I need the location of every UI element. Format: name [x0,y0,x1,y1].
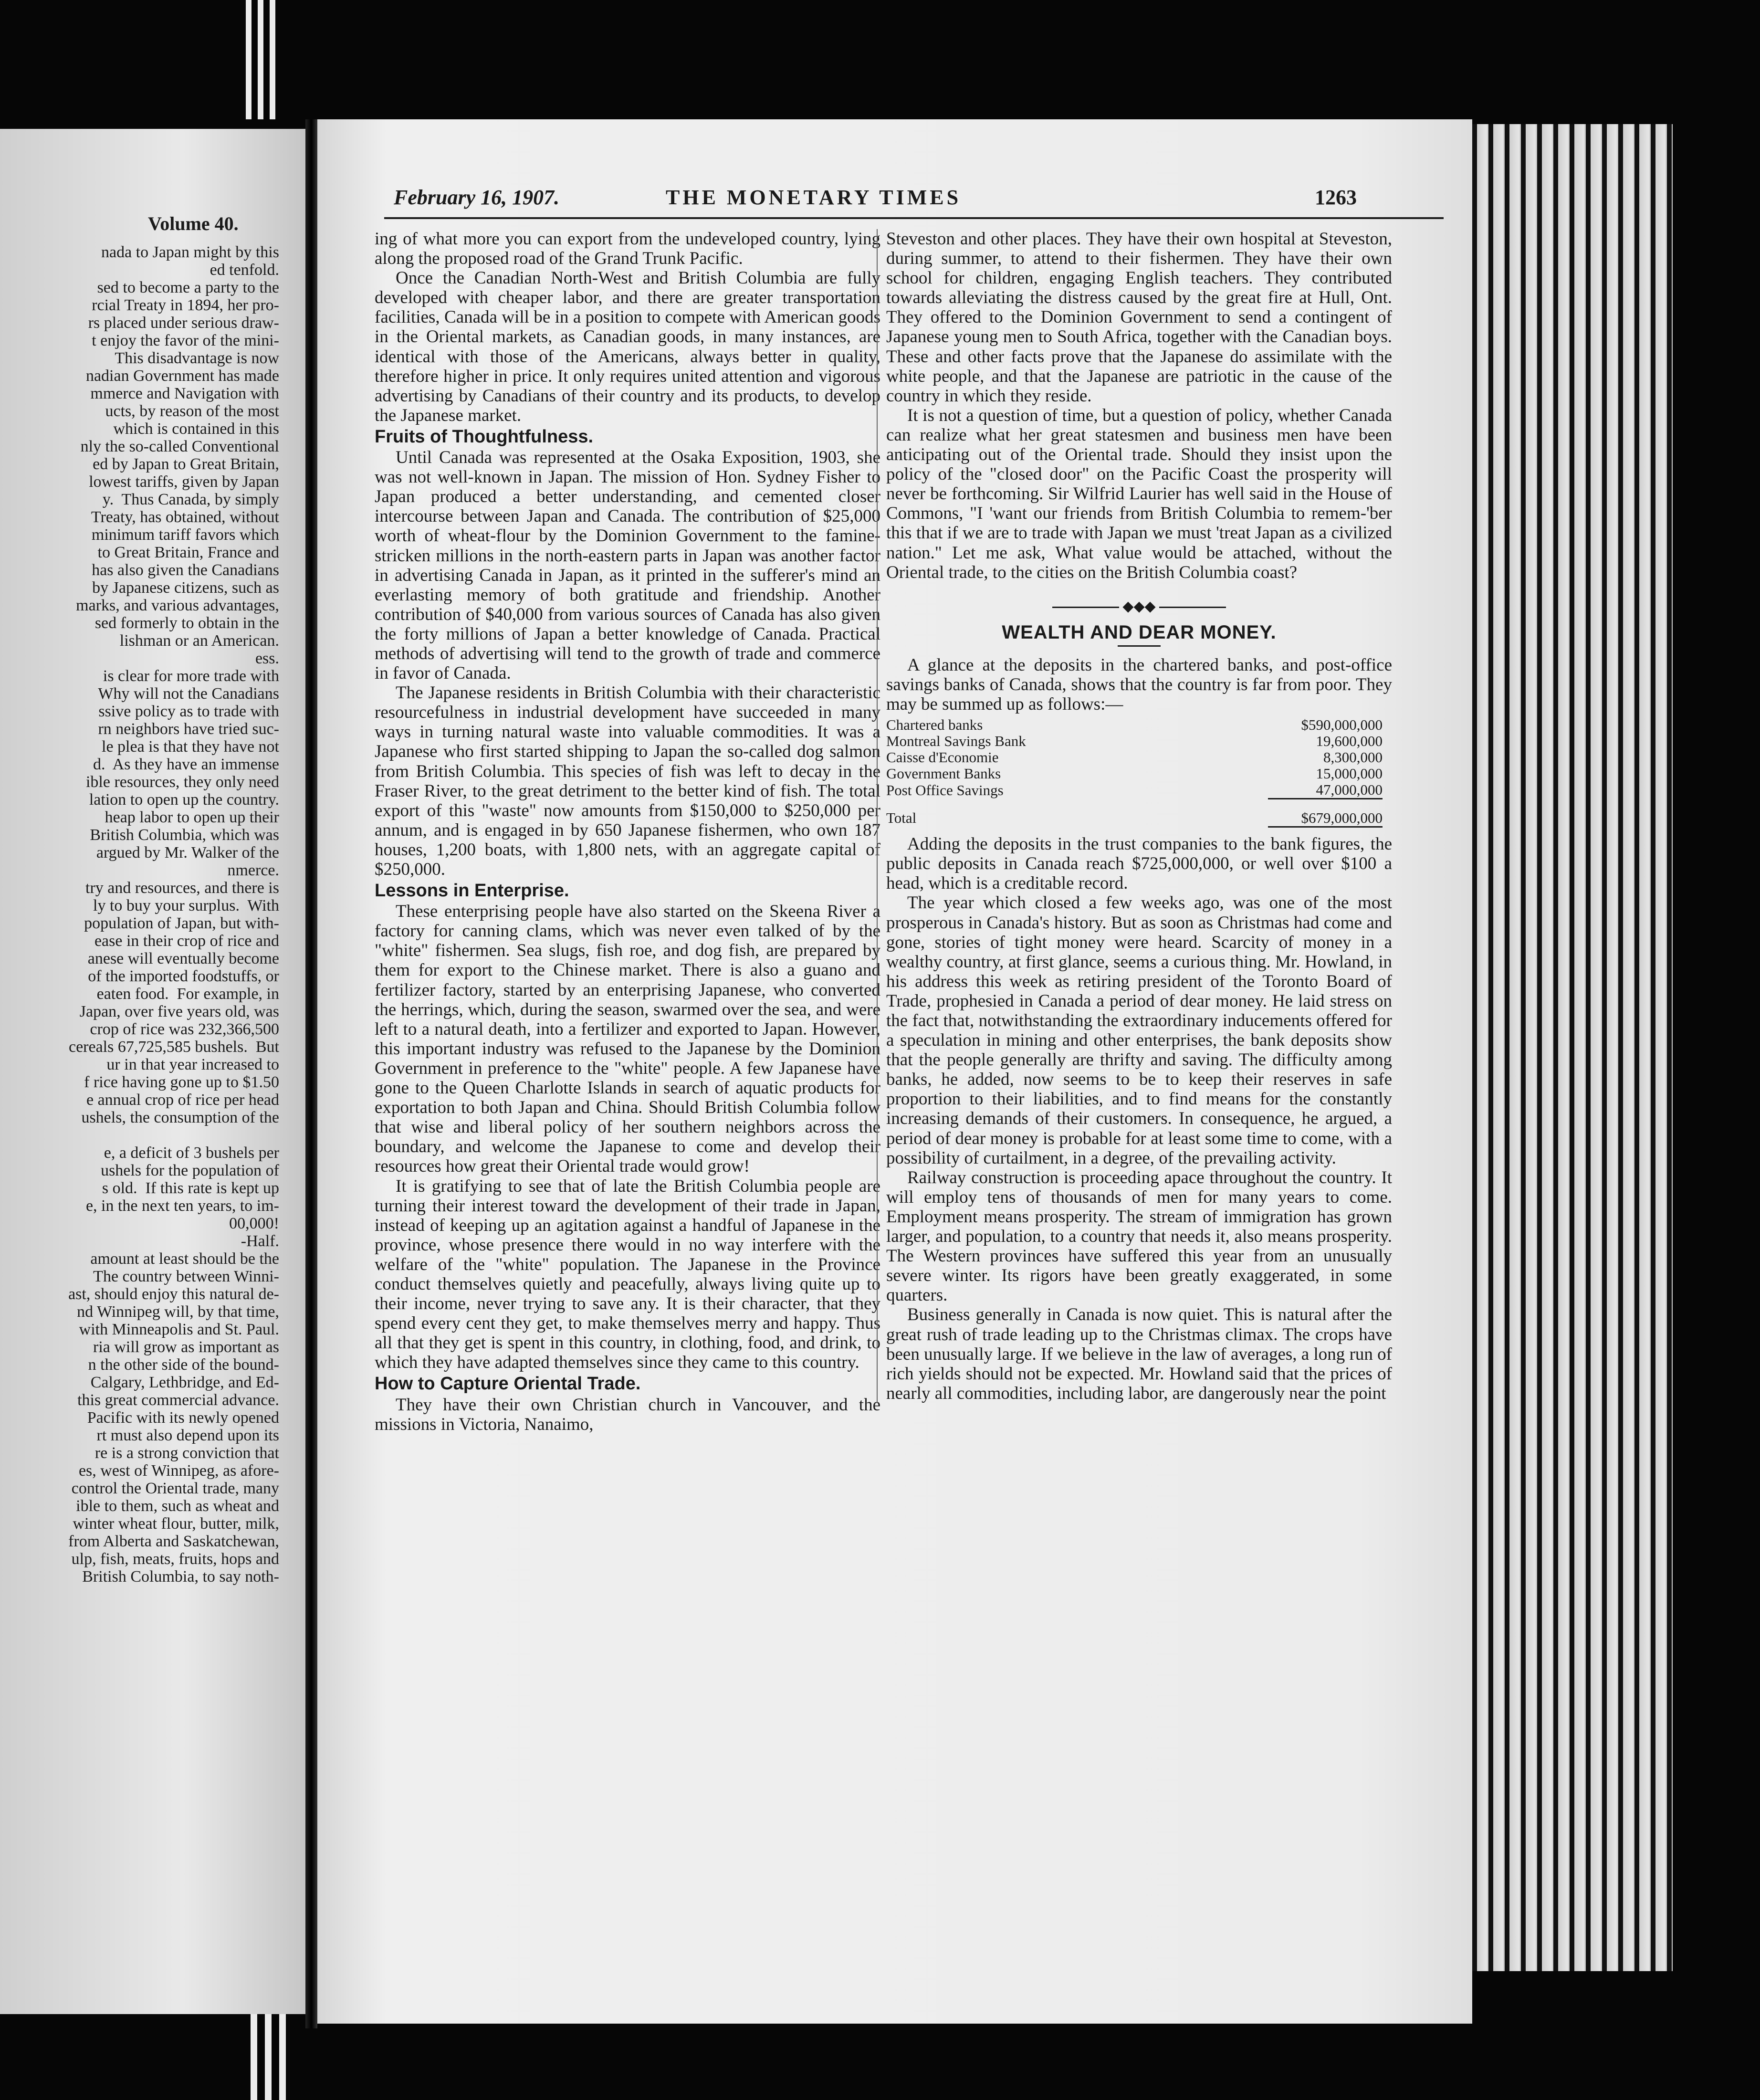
left-page-line: ria will grow as important as [93,1338,279,1356]
left-page-line: This disadvantage is now [115,349,279,367]
section-ornament: ◆◆◆ [886,597,1392,616]
paragraph: ing of what more you can export from the undeveloped country, lying along the proposed road of the Grand Trunk Pacific. [375,229,880,269]
left-page-line: y. Thus Canada, by simply [102,491,279,508]
left-page-line: t enjoy the favor of the mini- [92,332,279,349]
deposit-label: Montreal Savings Bank [886,733,1026,750]
deposits-table [886,717,1383,828]
left-page-line: lishman or an American. [119,632,279,650]
left-page-line: eaten food. For example, in [96,985,279,1003]
left-page-line: Calgary, Lethbridge, and Ed- [90,1374,279,1391]
left-page-line: ucts, by reason of the most [105,402,279,420]
left-page-line: to Great Britain, France and [97,544,279,561]
left-page-line: with Minneapolis and St. Paul. [79,1321,279,1338]
left-page-line: lation to open up the country. [89,791,279,808]
film-sprocket-mark [258,0,263,119]
left-page-line: Pacific with its newly opened [87,1409,279,1427]
main-page [317,119,1472,2024]
left-page-line: e, in the next ten years, to im- [85,1197,279,1215]
deposit-row [886,717,1383,733]
deposit-amount: 8,300,000 [1323,749,1383,766]
total-label: Total [886,809,917,827]
left-page-line: has also given the Canadians [92,561,279,579]
left-page-line: British Columbia, which was [90,826,279,844]
header-rule [384,217,1444,219]
left-page-line: es, west of Winnipeg, as afore- [78,1462,279,1480]
film-sprocket-mark [270,0,275,119]
film-sprocket-mark [265,2014,272,2100]
book-page-edges [1472,124,1673,1971]
left-page-line: which is contained in this [113,420,279,438]
paragraph: The year which closed a few weeks ago, was one of the most prosperous in Canada's history. But as soon as Christmas had come and gone, stories of tight money were heard. Scarcity of money in a wealthy country, at first glance, seems a curious thing. Mr. Howland, in his address this week as retiring president of the Toronto Board of Trade, prophesied in Canada a period of dear money. He laid stress on the fact that, notwithstanding the extraordinary inducements offered for a speculation in mining and other enterprises, the bank deposits show that the people generally are thrifty and saving. The difficulty among banks, he added, now seems to be to keep their reserves in safe proportion to their liabilities, and to find means for the constantly increasing demands of their customers. In consequence, he argued, a period of dear money is probable for at least some time to come, with a possibility of curtailment, in a degree, of the prevailing activity. [886,893,1392,1168]
paragraph: It is gratifying to see that of late the British Columbia people are turning their interest toward the development of their trade in Japan, instead of keeping up an agitation against a handful of Japanese in the province, whose presence there would in no way interfere with the welfare of the "white" population. The Japanese in the Province conduct themselves quietly and peacefully, always living quite up to their income, never trying to save any. It is their character, that they spend every cent they get, to make themselves merry and happy. Thus all that they get is spent in this country, in clothing, food, and drink, to which they have adapted themselves since they came to this country. [375,1176,880,1373]
deposits-total-row [886,799,1383,827]
left-page-line: mmerce and Navigation with [90,385,279,402]
left-page [0,129,305,2014]
article-heading: WEALTH AND DEAR MONEY. [1002,621,1277,643]
left-page-column [0,243,279,1586]
film-sprocket-mark [246,0,251,119]
deposit-row [886,749,1383,766]
subheading: Fruits of Thoughtfulness. [375,426,594,447]
left-page-line: n the other side of the bound- [88,1356,279,1374]
paragraph: A glance at the deposits in the chartered banks, and post-office savings banks of Canada, shows that the country is far from poor. They may be summed up as follows:— [886,655,1392,714]
left-page-line: d. As they have an immense [93,756,279,773]
publication-title: THE MONETARY TIMES [666,186,962,209]
left-page-line: nd Winnipeg will, by that time, [77,1303,279,1321]
heading-rule [1118,645,1161,647]
left-page-line: sed formerly to obtain in the [94,614,279,632]
paragraph: Business generally in Canada is now quiet. This is natural after the great rush of trade leading up to the Christmas climax. The crops have been unusually large. If we believe in the law of averages, a long run of rich yields should not be expected. Mr. Howland said that the prices of nearly all commodities, including labor, are dangerously near the point [886,1305,1392,1403]
left-page-line: ushels for the population of [101,1162,279,1179]
left-page-line: nadian Government has made [85,367,279,385]
left-page-line: is clear for more trade with [103,667,279,685]
left-page-line: ulp, fish, meats, fruits, hops and [71,1550,279,1568]
left-page-line: nly the so-called Conventional [80,438,279,455]
paragraph: The Japanese residents in British Columbia with their characteristic resourcefulness in industrial development have succeeded in many ways in turning natural waste into valuable commodities. It was a Japanese who first started shipping to Japan the so-called dog salmon from British Columbia. This species of fish was left to decay in the Fraser River, to the great detriment to the better kind of fish. The total export of this "waste" now amounts from $150,000 to $250,000 per annum, and is engaged in by 650 Japanese fishermen, who own 187 houses, 1,200 boats, with 1,800 nets, with an aggregate capital of $250,000. [375,683,880,879]
left-page-line: s old. If this rate is kept up [102,1179,279,1197]
deposit-row [886,733,1383,749]
left-page-line: Why will not the Canadians [98,685,279,703]
deposit-label: Government Banks [886,765,1001,782]
page-number: 1263 [1315,186,1357,209]
left-page-line: ushels, the consumption of the [81,1109,279,1126]
left-page-line: Treaty, has obtained, without [91,508,279,526]
left-page-line: rcial Treaty in 1894, her pro- [92,296,279,314]
left-page-line: of the imported foodstuffs, or [88,967,279,985]
deposit-amount: 47,000,000 [1316,781,1383,798]
left-page-line: crop of rice was 232,366,500 [90,1020,279,1038]
column-right [877,229,1392,1403]
left-page-line [0,1126,279,1144]
left-page-line: -Half. [241,1232,279,1250]
left-page-line: e annual crop of rice per head [86,1091,279,1109]
left-page-line: British Columbia, to say noth- [82,1568,279,1586]
left-page-line: le plea is that they have not [102,738,279,756]
paragraph: It is not a question of time, but a question of policy, whether Canada can realize what her great statesmen and business men have been anticipating out of the Oriental trade. Should they insist upon the policy of the "closed door" on the Pacific Coast the prosperity will never be forthcoming. Sir Wilfrid Laurier has well said in the House of Commons, "I 'want our friends from British Columbia to remem-'ber this that if we are to trade with Japan we must 'treat Japan as a civilized nation." Let me ask, What value would be attached, without the Oriental trade, to the cities on the British Columbia coast? [886,405,1392,582]
deposit-label: Caisse d'Economie [886,749,999,766]
left-page-line: ly to buy your surplus. With [93,897,279,914]
left-page-line: ed tenfold. [210,261,279,279]
left-page-line: ess. [255,650,279,667]
subheading: Lessons in Enterprise. [375,881,569,901]
subheading: How to Capture Oriental Trade. [375,1374,641,1394]
left-page-line: nmerce. [227,861,279,879]
left-page-line: marks, and various advantages, [76,597,279,614]
paragraph: Adding the deposits in the trust companies to the bank figures, the public deposits in Canada reach $725,000,000, or well over $100 a head, which is a creditable record. [886,834,1392,893]
left-page-line: by Japanese citizens, such as [92,579,279,597]
left-page-line: ease in their crop of rice and [94,932,279,950]
left-page-line: ible to them, such as wheat and [76,1497,279,1515]
left-page-line: minimum tariff favors which [91,526,279,544]
deposit-label: Chartered banks [886,716,983,734]
left-page-line: ast, should enjoy this natural de- [68,1285,279,1303]
deposit-row [886,766,1383,782]
left-page-line: ed by Japan to Great Britain, [93,455,279,473]
deposit-amount: $590,000,000 [1301,716,1383,734]
left-page-line: from Alberta and Saskatchewan, [68,1533,279,1550]
left-page-line: winter wheat flour, butter, milk, [73,1515,279,1533]
left-page-line: sed to become a party to the [97,279,279,296]
left-page-line: ible resources, they only need [85,773,279,791]
left-page-line: ssive policy as to trade with [98,703,279,720]
paragraph: They have their own Christian church in Vancouver, and the missions in Victoria, Nanaimo, [375,1395,880,1434]
column-left [375,229,880,1434]
left-page-line: ur in that year increased to [106,1056,279,1073]
left-page-line: heap labor to open up their [105,808,279,826]
left-page-line: rs placed under serious draw- [88,314,279,332]
left-page-header: Volume 40. [148,213,239,234]
paragraph: Railway construction is proceeding apace throughout the country. It will employ tens of thousands of men for many years to come. Employment means prosperity. The stream of immigration has grown larger, and population, to a country that needs it, also means prosperity. The Western provinces have suffered this year from an unusually severe winter. Its rigors have been greatly exaggerated, in some quarters. [886,1167,1392,1305]
deposit-amount: 19,600,000 [1316,733,1383,750]
paragraph: Once the Canadian North-West and British Columbia are fully developed with cheaper labor, and there are greater transportation facilities, Canada will be in a position to compete with American goods in the Oriental markets, as Canadian goods, in many instances, are identical with those of the Americans, always better in quality, therefore higher in price. It only requires united attention and vigorous advertising by Canadians of their country and its products, to develop the Japanese market. [375,268,880,425]
left-page-line: f rice having gone up to $1.50 [84,1073,279,1091]
left-page-line: anese will eventually become [87,950,279,967]
left-page-line: e, a deficit of 3 bushels per [104,1144,279,1162]
paragraph: These enterprising people have also started on the Skeena River a factory for canning clams, which was never even talked of by the "white" fishermen. Sea slugs, fish roe, and dog fish, are prepared by them for export to the Chinese market. There is also a guano and fertilizer factory, started by an enterprising Japanese, who converted the herrings, which, during the season, swarmed over the sea, and were left to a natural death, into a fertilizer and exported to Japan. However, this important industry was refused to the Japanese by the Dominion Government in preference to the "white" people. A few Japanese have gone to the Queen Charlotte Islands in search of aquatic products for exportation to both Japan and China. Should British Columbia follow that wise and liberal policy of her southern neighbors across the boundary, and welcome the Japanese to come and develop their resources how great their Oriental trade would grow! [375,902,880,1176]
film-sprocket-mark [251,2014,257,2100]
left-page-line: try and resources, and there is [85,879,279,897]
deposit-amount: 15,000,000 [1316,765,1383,782]
left-page-line: rn neighbors have tried suc- [98,720,279,738]
book-gutter [305,119,317,2028]
left-page-line: lowest tariffs, given by Japan [89,473,279,491]
left-page-line: this great commercial advance. [77,1391,279,1409]
total-amount: $679,000,000 [1268,799,1383,827]
film-sprocket-mark [279,2014,286,2100]
left-page-line: rt must also depend upon its [96,1427,279,1444]
left-page-line: amount at least should be the [90,1250,279,1268]
deposit-label: Post Office Savings [886,781,1004,798]
paragraph: Steveston and other places. They have their own hospital at Steveston, during summer, to attend to their fishermen. They have their own school for children, engaging English teachers. They contributed towards alleviating the distress caused by the great fire at Hull, Ont. They offered to the Dominion Government to send a contingent of Japanese young men to South Africa, together with the Canadian boys. These and other facts prove that the Japanese do assimilate with the white people, and that the Japanese are patriotic in the cause of the country in which they reside. [886,229,1392,406]
left-page-line: cereals 67,725,585 bushels. But [69,1038,279,1056]
paragraph: Until Canada was represented at the Osaka Exposition, 1903, she was not well-known in Japan. The mission of Hon. Sydney Fisher to Japan produced a better understanding, and cemented closer intercourse between Japan and Canada. The contribution of $25,000 worth of wheat-flour by the Dominion Government to the famine-stricken millions in the north-eastern parts in Japan was another factor in advertising Canada in Japan, as it printed in the sufferer's mind an everlasting memory of both gratitude and friendship. Another contribution of $40,000 from various sources of Canada has also given the forty millions of Japan a better knowledge of Canada. Practical methods of advertising will tend to the growth of trade and commerce in favor of Canada. [375,448,880,683]
left-page-line: The country between Winni- [93,1268,279,1285]
issue-date: February 16, 1907. [394,186,560,209]
left-page-line: re is a strong conviction that [94,1444,279,1462]
left-page-line: nada to Japan might by this [101,243,279,261]
left-page-line: argued by Mr. Walker of the [96,844,279,861]
left-page-line: control the Oriental trade, many [71,1480,279,1497]
deposit-row [886,782,1383,799]
left-page-line: population of Japan, but with- [84,914,279,932]
left-page-line: Japan, over five years old, was [79,1003,279,1020]
left-page-line: 00,000! [229,1215,279,1232]
